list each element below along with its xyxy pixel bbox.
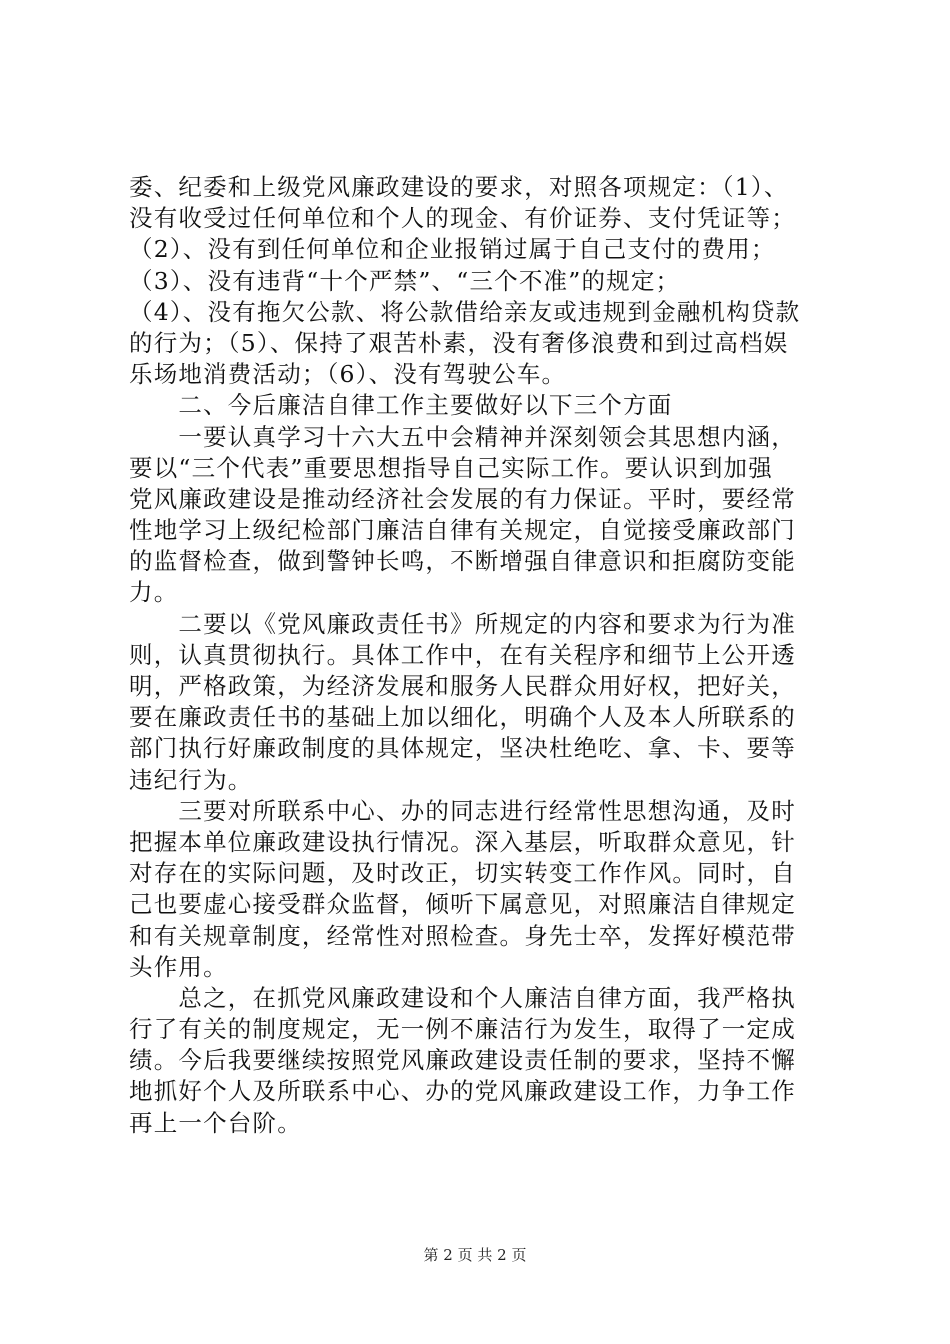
text-line: 总之，在抓党风廉政建设和个人廉洁自律方面，我严格执 (129, 983, 796, 1012)
text-line: 三要对所联系中心、办的同志进行经常性思想沟通，及时 (129, 796, 796, 825)
text-line: （3）、没有违背“十个严禁”、“三个不准”的规定； (129, 266, 681, 295)
text-line: 行了有关的制度规定，无一例不廉洁行为发生，取得了一定成 (129, 1015, 796, 1044)
text-line: 二、今后廉洁自律工作主要做好以下三个方面 (129, 391, 673, 420)
text-line: 部门执行好廉政制度的具体规定，坚决杜绝吃、拿、卡、要等 (129, 734, 796, 763)
text-line: 绩。今后我要继续按照党风廉政建设责任制的要求，坚持不懈 (129, 1046, 796, 1075)
text-line: 明，严格政策，为经济发展和服务人民群众用好权，把好关， (129, 672, 796, 700)
document-body (129, 172, 829, 1139)
text-line: 把握本单位廉政建设执行情况。深入基层，听取群众意见，针 (129, 827, 796, 856)
text-line: 则，认真贯彻执行。具体工作中，在有关程序和细节上公开透 (129, 640, 796, 669)
text-line: 要以“三个代表”重要思想指导自己实际工作。要认识到加强 (129, 453, 773, 482)
text-line: 乐场地消费活动；（6）、没有驾驶公车。 (129, 360, 567, 389)
page-footer: 第 2 页 共 2 页 (423, 1246, 527, 1264)
text-line: 地抓好个人及所联系中心、办的党风廉政建设工作，力争工作 (129, 1077, 796, 1106)
text-line: 的监督检查，做到警钟长鸣，不断增强自律意识和拒腐防变能 (129, 547, 796, 576)
text-line: 委、纪委和上级党风廉政建设的要求，对照各项规定：（1）、 (129, 173, 789, 201)
text-line: 性地学习上级纪检部门廉洁自律有关规定，自觉接受廉政部门 (129, 516, 796, 545)
text-line: 己也要虚心接受群众监督，倾听下属意见，对照廉洁自律规定 (129, 890, 796, 919)
text-line: 再上一个台阶。 (129, 1108, 302, 1137)
text-line: 没有收受过任何单位和个人的现金、有价证券、支付凭证等； (129, 204, 796, 233)
text-line: 对存在的实际问题，及时改正，切实转变工作作风。同时，自 (129, 859, 796, 888)
text-line: 的行为；（5）、保持了艰苦朴素，没有奢侈浪费和到过高档娱 (129, 328, 789, 357)
text-line: 一要认真学习十六大五中会精神并深刻领会其思想内涵， (129, 422, 796, 451)
text-line: （4）、没有拖欠公款、将公款借给亲友或违规到金融机构贷款 (129, 297, 801, 326)
text-line: 头作用。 (129, 952, 228, 981)
text-line: 力。 (129, 578, 179, 607)
text-line: 违纪行为。 (129, 765, 253, 794)
text-line: 和有关规章制度，经常性对照检查。身先士卒，发挥好模范带 (129, 921, 796, 950)
text-line: （2）、没有到任何单位和企业报销过属于自己支付的费用； (129, 235, 776, 264)
text-line: 党风廉政建设是推动经济社会发展的有力保证。平时，要经常 (129, 484, 796, 513)
text-line: 要在廉政责任书的基础上加以细化，明确个人及本人所联系的 (129, 703, 796, 732)
text-line: 二要以《党风廉政责任书》所规定的内容和要求为行为准 (129, 609, 796, 638)
